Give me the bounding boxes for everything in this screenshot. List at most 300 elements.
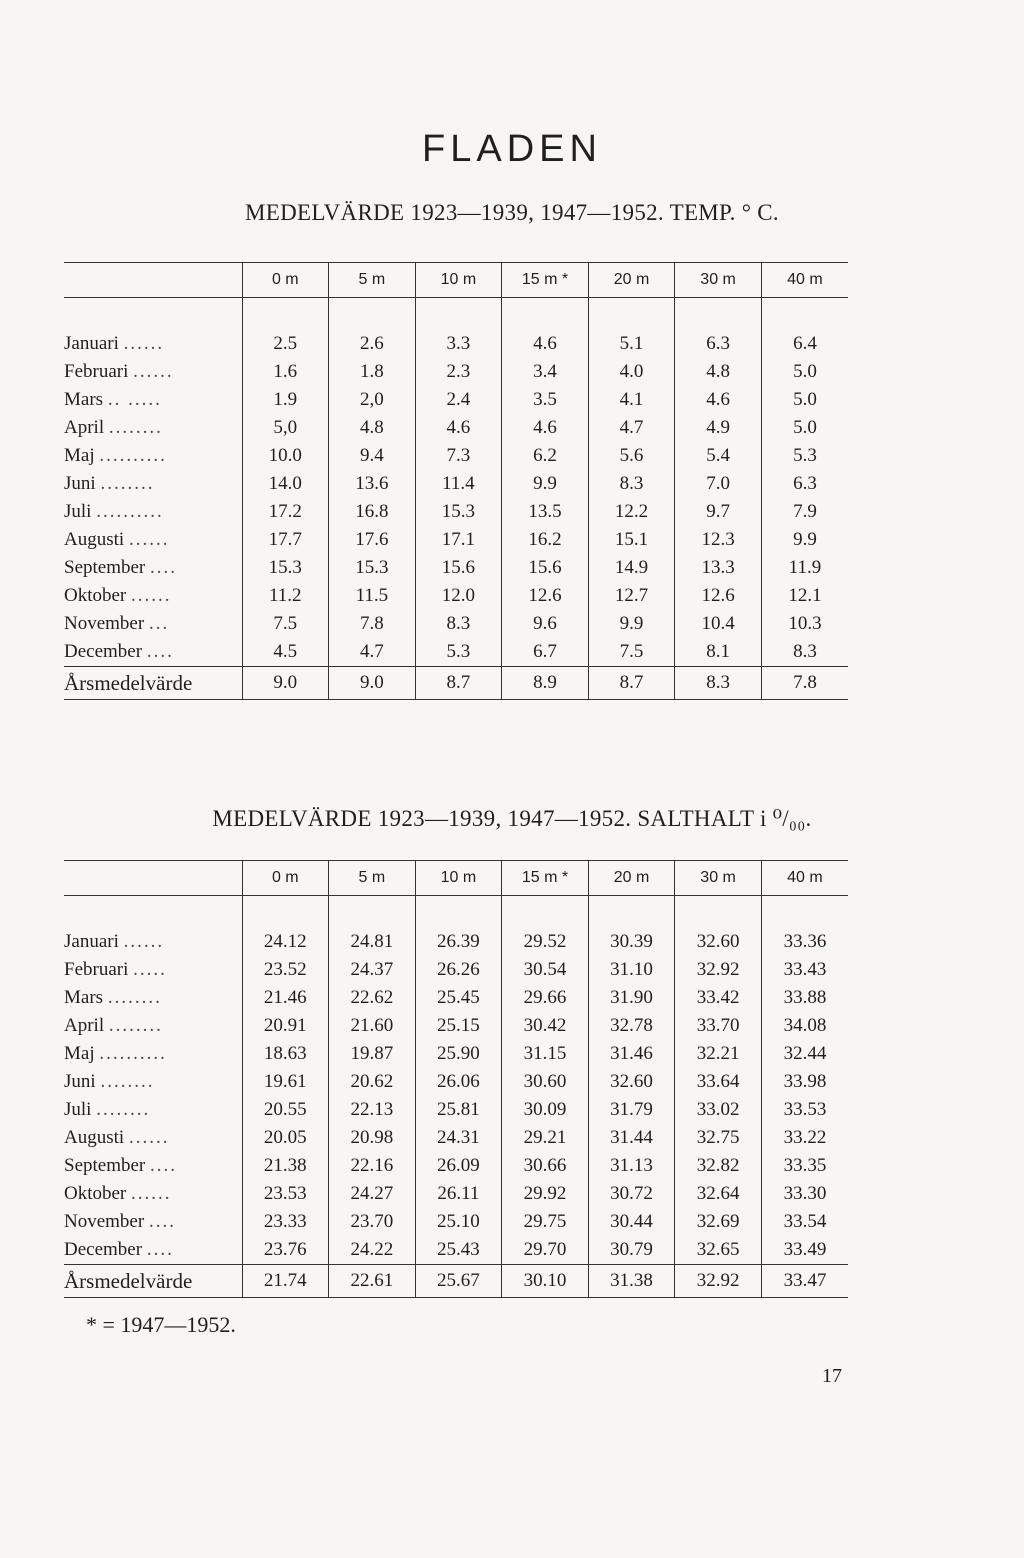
header-row: [64, 263, 848, 298]
table-row: [64, 358, 848, 386]
value-cell: 1.6: [242, 358, 329, 386]
value-cell: 15.6: [415, 554, 502, 582]
value-cell: 5.4: [675, 442, 762, 470]
value-cell: 21.38: [242, 1152, 329, 1180]
value-cell: 31.46: [588, 1040, 675, 1068]
value-cell: 17.2: [242, 498, 329, 526]
value-cell: 12.6: [502, 582, 589, 610]
average-value-cell: 8.7: [415, 667, 502, 700]
leader-dots: .....: [133, 959, 167, 980]
value-cell: 30.72: [588, 1180, 675, 1208]
table-row: [64, 1068, 848, 1096]
value-cell: 9.7: [675, 498, 762, 526]
value-cell: 8.3: [415, 610, 502, 638]
value-cell: 15.3: [242, 554, 329, 582]
month-label: September: [64, 557, 146, 578]
table-row: [64, 1208, 848, 1236]
row-label-cell: [64, 638, 242, 667]
leader-dots: ......: [123, 931, 165, 952]
leader-dots: ........: [108, 1015, 163, 1036]
leader-dots: ........: [107, 987, 162, 1008]
row-label-cell: [64, 1152, 242, 1180]
value-cell: 5.0: [761, 358, 848, 386]
value-cell: 2.4: [415, 386, 502, 414]
value-cell: 3.4: [502, 358, 589, 386]
value-cell: 15.3: [329, 554, 416, 582]
value-cell: 1.8: [329, 358, 416, 386]
value-cell: 26.09: [415, 1152, 502, 1180]
value-cell: 29.70: [502, 1236, 589, 1265]
value-cell: 23.53: [242, 1180, 329, 1208]
value-cell: 32.64: [675, 1180, 762, 1208]
value-cell: 33.70: [675, 1012, 762, 1040]
table-row: [64, 1180, 848, 1208]
value-cell: 14.9: [588, 554, 675, 582]
value-cell: 29.75: [502, 1208, 589, 1236]
footnote: * = 1947—1952.: [86, 1312, 236, 1337]
leader-dots: ...: [148, 613, 170, 634]
value-cell: 32.75: [675, 1124, 762, 1152]
value-cell: 11.4: [415, 470, 502, 498]
value-cell: 4.7: [588, 414, 675, 442]
value-cell: 31.13: [588, 1152, 675, 1180]
annual-average-label: Årsmedelvärde: [64, 1265, 242, 1298]
value-cell: 33.02: [675, 1096, 762, 1124]
month-label: Juni: [64, 1071, 96, 1092]
row-label-cell: [64, 1096, 242, 1124]
value-cell: 12.7: [588, 582, 675, 610]
value-cell: 13.5: [502, 498, 589, 526]
value-cell: 30.60: [502, 1068, 589, 1096]
value-cell: 26.06: [415, 1068, 502, 1096]
salt-table-caption: MEDELVÄRDE 1923—1939, 1947—1952. SALTHALT i ⁰/₀₀.: [212, 806, 812, 831]
spacer-row: [64, 298, 848, 331]
row-label-cell: [64, 1012, 242, 1040]
value-cell: 33.88: [761, 984, 848, 1012]
row-label-cell: [64, 610, 242, 638]
value-cell: 29.52: [502, 928, 589, 956]
value-cell: 34.08: [761, 1012, 848, 1040]
value-cell: 24.31: [415, 1124, 502, 1152]
value-cell: 31.15: [502, 1040, 589, 1068]
value-cell: 9.6: [502, 610, 589, 638]
leader-dots: ....: [146, 641, 174, 662]
value-cell: 22.62: [329, 984, 416, 1012]
value-cell: 15.3: [415, 498, 502, 526]
leader-dots: ........: [108, 417, 163, 438]
row-label-cell: [64, 526, 242, 554]
column-header: 0 m: [242, 861, 329, 896]
row-label-cell: [64, 442, 242, 470]
table-row: [64, 470, 848, 498]
leader-dots: ......: [131, 585, 172, 606]
value-cell: 33.36: [761, 928, 848, 956]
value-cell: 20.62: [329, 1068, 416, 1096]
value-cell: 22.13: [329, 1096, 416, 1124]
month-label: December: [64, 641, 143, 662]
value-cell: 8.3: [761, 638, 848, 667]
value-cell: 9.9: [761, 526, 848, 554]
month-label: November: [64, 613, 145, 634]
month-label: Maj: [64, 445, 95, 466]
value-cell: 23.33: [242, 1208, 329, 1236]
value-cell: 17.7: [242, 526, 329, 554]
row-label-cell: [64, 414, 242, 442]
value-cell: 33.54: [761, 1208, 848, 1236]
table-row: [64, 610, 848, 638]
month-label: Februari: [64, 959, 129, 980]
month-label: Augusti: [64, 529, 125, 550]
row-label-cell: [64, 358, 242, 386]
value-cell: 13.3: [675, 554, 762, 582]
table-row: [64, 984, 848, 1012]
table-row: [64, 554, 848, 582]
column-header: 40 m: [761, 861, 848, 896]
value-cell: 4.7: [329, 638, 416, 667]
value-cell: 33.43: [761, 956, 848, 984]
table-row: [64, 498, 848, 526]
row-label-cell: [64, 1236, 242, 1265]
average-value-cell: 25.67: [415, 1265, 502, 1298]
leader-dots: ..........: [99, 445, 167, 466]
value-cell: 32.69: [675, 1208, 762, 1236]
month-label: Mars: [64, 987, 104, 1008]
value-cell: 9.9: [502, 470, 589, 498]
value-cell: 25.90: [415, 1040, 502, 1068]
header-row: [64, 861, 848, 896]
value-cell: 5.0: [761, 386, 848, 414]
value-cell: 7.3: [415, 442, 502, 470]
value-cell: 21.46: [242, 984, 329, 1012]
value-cell: 15.6: [502, 554, 589, 582]
month-label: Oktober: [64, 1183, 127, 1204]
value-cell: 5.6: [588, 442, 675, 470]
row-label-cell: [64, 330, 242, 358]
value-cell: 7.8: [329, 610, 416, 638]
value-cell: 10.3: [761, 610, 848, 638]
value-cell: 2,0: [329, 386, 416, 414]
row-label-cell: [64, 956, 242, 984]
average-value-cell: 22.61: [329, 1265, 416, 1298]
month-label: Augusti: [64, 1127, 125, 1148]
annual-average-row: [64, 1265, 848, 1298]
table-row: [64, 386, 848, 414]
leader-dots: ......: [128, 529, 170, 550]
leader-dots: ......: [133, 361, 174, 382]
value-cell: 9.9: [588, 610, 675, 638]
table-row: [64, 638, 848, 667]
value-cell: 15.1: [588, 526, 675, 554]
month-label: Juli: [64, 1099, 92, 1120]
salinity-table: [64, 860, 848, 1298]
table-row: [64, 330, 848, 358]
value-cell: 8.1: [675, 638, 762, 667]
value-cell: 33.49: [761, 1236, 848, 1265]
table-row: [64, 928, 848, 956]
value-cell: 7.5: [588, 638, 675, 667]
row-label-cell: [64, 1208, 242, 1236]
value-cell: 2.6: [329, 330, 416, 358]
value-cell: 20.05: [242, 1124, 329, 1152]
value-cell: 3.5: [502, 386, 589, 414]
column-header: 10 m: [415, 861, 502, 896]
value-cell: 6.3: [761, 470, 848, 498]
table-row: [64, 442, 848, 470]
value-cell: 25.15: [415, 1012, 502, 1040]
value-cell: 24.12: [242, 928, 329, 956]
month-label: Juli: [64, 501, 92, 522]
value-cell: 33.64: [675, 1068, 762, 1096]
value-cell: 29.92: [502, 1180, 589, 1208]
value-cell: 25.81: [415, 1096, 502, 1124]
average-value-cell: 8.7: [588, 667, 675, 700]
value-cell: 4.6: [675, 386, 762, 414]
value-cell: 30.39: [588, 928, 675, 956]
month-label: April: [64, 417, 105, 438]
value-cell: 31.10: [588, 956, 675, 984]
row-label-cell: [64, 984, 242, 1012]
value-cell: 33.30: [761, 1180, 848, 1208]
value-cell: 25.10: [415, 1208, 502, 1236]
column-header: 5 m: [329, 263, 416, 298]
value-cell: 20.55: [242, 1096, 329, 1124]
value-cell: 24.22: [329, 1236, 416, 1265]
value-cell: 16.2: [502, 526, 589, 554]
month-label: Februari: [64, 361, 129, 382]
value-cell: 23.70: [329, 1208, 416, 1236]
leader-dots: ..........: [96, 501, 164, 522]
value-cell: 17.6: [329, 526, 416, 554]
annual-average-label: Årsmedelvärde: [64, 667, 242, 700]
value-cell: 22.16: [329, 1152, 416, 1180]
page-title: FLADEN: [422, 128, 602, 170]
value-cell: 12.6: [675, 582, 762, 610]
month-label: Maj: [64, 1043, 95, 1064]
row-label-cell: [64, 928, 242, 956]
average-value-cell: 7.8: [761, 667, 848, 700]
leader-dots: ....: [150, 557, 178, 578]
value-cell: 30.79: [588, 1236, 675, 1265]
table-row: [64, 1236, 848, 1265]
value-cell: 30.44: [588, 1208, 675, 1236]
value-cell: 6.2: [502, 442, 589, 470]
value-cell: 13.6: [329, 470, 416, 498]
leader-dots: ........: [100, 1071, 155, 1092]
value-cell: 3.3: [415, 330, 502, 358]
value-cell: 25.45: [415, 984, 502, 1012]
value-cell: 6.3: [675, 330, 762, 358]
leader-dots: ....: [146, 1239, 174, 1260]
column-header: 0 m: [242, 263, 329, 298]
value-cell: 5.3: [761, 442, 848, 470]
average-value-cell: 8.9: [502, 667, 589, 700]
value-cell: 4.6: [502, 414, 589, 442]
value-cell: 7.9: [761, 498, 848, 526]
value-cell: 12.0: [415, 582, 502, 610]
value-cell: 5.1: [588, 330, 675, 358]
value-cell: 30.42: [502, 1012, 589, 1040]
row-label-cell: [64, 470, 242, 498]
value-cell: 19.61: [242, 1068, 329, 1096]
row-label-cell: [64, 1068, 242, 1096]
value-cell: 25.43: [415, 1236, 502, 1265]
value-cell: 29.21: [502, 1124, 589, 1152]
header-blank: [64, 263, 242, 298]
average-value-cell: 9.0: [329, 667, 416, 700]
value-cell: 30.09: [502, 1096, 589, 1124]
average-value-cell: 31.38: [588, 1265, 675, 1298]
temp-table-caption: MEDELVÄRDE 1923—1939, 1947—1952. TEMP. ° C.: [245, 200, 779, 225]
value-cell: 32.82: [675, 1152, 762, 1180]
column-header: 40 m: [761, 263, 848, 298]
month-label: December: [64, 1239, 143, 1260]
column-header: 20 m: [588, 861, 675, 896]
value-cell: 33.35: [761, 1152, 848, 1180]
value-cell: 19.87: [329, 1040, 416, 1068]
average-value-cell: 33.47: [761, 1265, 848, 1298]
value-cell: 4.6: [415, 414, 502, 442]
value-cell: 7.0: [675, 470, 762, 498]
value-cell: 17.1: [415, 526, 502, 554]
table-row: [64, 956, 848, 984]
leader-dots: ......: [131, 1183, 172, 1204]
table-row: [64, 1012, 848, 1040]
row-label-cell: [64, 498, 242, 526]
column-header: 10 m: [415, 263, 502, 298]
value-cell: 16.8: [329, 498, 416, 526]
header-blank: [64, 861, 242, 896]
row-label-cell: [64, 554, 242, 582]
value-cell: 33.98: [761, 1068, 848, 1096]
leader-dots: ....: [150, 1155, 178, 1176]
month-label: Mars: [64, 389, 104, 410]
value-cell: 32.60: [675, 928, 762, 956]
temperature-table: [64, 262, 848, 700]
value-cell: 30.54: [502, 956, 589, 984]
value-cell: 8.3: [588, 470, 675, 498]
month-label: Januari: [64, 333, 119, 354]
leader-dots: ....: [148, 1211, 176, 1232]
leader-dots: ........: [96, 1099, 151, 1120]
average-value-cell: 9.0: [242, 667, 329, 700]
leader-dots: ......: [128, 1127, 170, 1148]
value-cell: 11.9: [761, 554, 848, 582]
value-cell: 9.4: [329, 442, 416, 470]
value-cell: 32.60: [588, 1068, 675, 1096]
month-label: November: [64, 1211, 145, 1232]
leader-dots: ......: [123, 333, 165, 354]
table-row: [64, 1096, 848, 1124]
value-cell: 20.91: [242, 1012, 329, 1040]
value-cell: 6.4: [761, 330, 848, 358]
table-row: [64, 1152, 848, 1180]
value-cell: 29.66: [502, 984, 589, 1012]
month-label: Juni: [64, 473, 96, 494]
value-cell: 12.3: [675, 526, 762, 554]
value-cell: 31.90: [588, 984, 675, 1012]
value-cell: 10.0: [242, 442, 329, 470]
value-cell: 1.9: [242, 386, 329, 414]
month-label: Januari: [64, 931, 119, 952]
table-row: [64, 526, 848, 554]
row-label-cell: [64, 1180, 242, 1208]
value-cell: 11.2: [242, 582, 329, 610]
value-cell: 4.6: [502, 330, 589, 358]
column-header: 5 m: [329, 861, 416, 896]
value-cell: 26.11: [415, 1180, 502, 1208]
value-cell: 30.66: [502, 1152, 589, 1180]
average-value-cell: 8.3: [675, 667, 762, 700]
value-cell: 24.37: [329, 956, 416, 984]
value-cell: 4.8: [675, 358, 762, 386]
value-cell: 31.44: [588, 1124, 675, 1152]
value-cell: 23.52: [242, 956, 329, 984]
leader-dots: .. .....: [107, 389, 162, 410]
value-cell: 5.3: [415, 638, 502, 667]
value-cell: 2.5: [242, 330, 329, 358]
spacer-row: [64, 896, 848, 929]
value-cell: 24.81: [329, 928, 416, 956]
value-cell: 18.63: [242, 1040, 329, 1068]
value-cell: 4.1: [588, 386, 675, 414]
page-number: 17: [822, 1365, 842, 1387]
value-cell: 32.78: [588, 1012, 675, 1040]
value-cell: 32.21: [675, 1040, 762, 1068]
row-label-cell: [64, 1124, 242, 1152]
leader-dots: ..........: [99, 1043, 167, 1064]
leader-dots: ........: [100, 473, 155, 494]
row-label-cell: [64, 582, 242, 610]
column-header: 15 m *: [502, 861, 589, 896]
value-cell: 32.65: [675, 1236, 762, 1265]
value-cell: 6.7: [502, 638, 589, 667]
value-cell: 5,0: [242, 414, 329, 442]
table-row: [64, 414, 848, 442]
month-label: April: [64, 1015, 105, 1036]
value-cell: 33.53: [761, 1096, 848, 1124]
value-cell: 14.0: [242, 470, 329, 498]
table-row: [64, 1040, 848, 1068]
value-cell: 24.27: [329, 1180, 416, 1208]
value-cell: 32.44: [761, 1040, 848, 1068]
value-cell: 33.42: [675, 984, 762, 1012]
value-cell: 7.5: [242, 610, 329, 638]
value-cell: 33.22: [761, 1124, 848, 1152]
month-label: Oktober: [64, 585, 127, 606]
column-header: 30 m: [675, 861, 762, 896]
value-cell: 4.0: [588, 358, 675, 386]
value-cell: 23.76: [242, 1236, 329, 1265]
annual-average-row: [64, 667, 848, 700]
table-row: [64, 582, 848, 610]
value-cell: 2.3: [415, 358, 502, 386]
value-cell: 26.26: [415, 956, 502, 984]
average-value-cell: 30.10: [502, 1265, 589, 1298]
value-cell: 31.79: [588, 1096, 675, 1124]
month-label: September: [64, 1155, 146, 1176]
value-cell: 32.92: [675, 956, 762, 984]
table-row: [64, 1124, 848, 1152]
column-header: 20 m: [588, 263, 675, 298]
column-header: 30 m: [675, 263, 762, 298]
value-cell: 20.98: [329, 1124, 416, 1152]
value-cell: 4.9: [675, 414, 762, 442]
value-cell: 11.5: [329, 582, 416, 610]
row-label-cell: [64, 386, 242, 414]
column-header: 15 m *: [502, 263, 589, 298]
value-cell: 21.60: [329, 1012, 416, 1040]
average-value-cell: 21.74: [242, 1265, 329, 1298]
